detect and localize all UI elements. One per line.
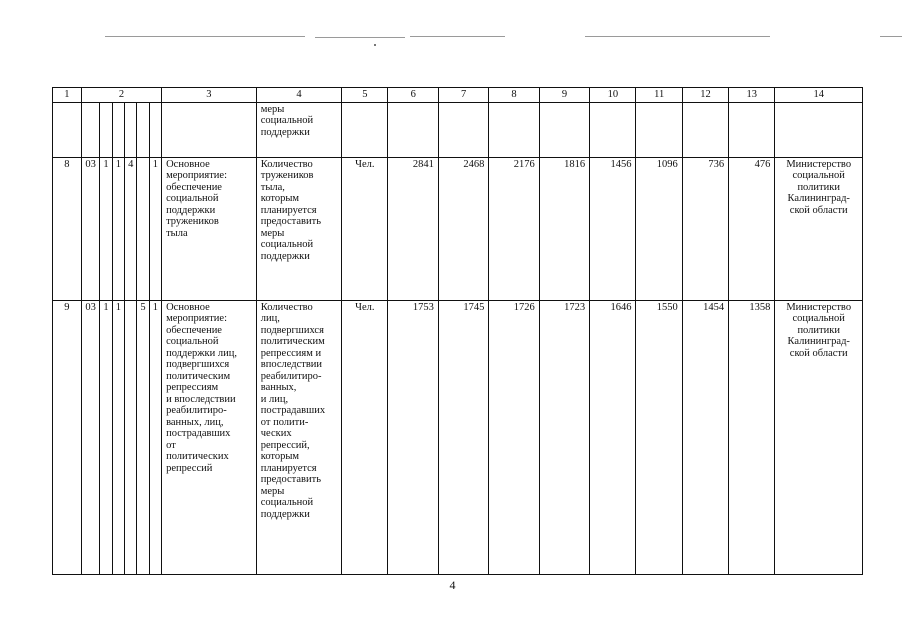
- value-cell: 1456: [590, 157, 636, 300]
- event-cell: Основное мероприятие: обеспечение социальной поддержки тружеников тыла: [162, 157, 257, 300]
- scan-dot: [374, 44, 376, 46]
- indicator-cell: меры социальной поддержки: [256, 102, 341, 157]
- code-cell: 1: [112, 300, 124, 574]
- header-cell: 6: [388, 88, 438, 103]
- scan-line: [585, 36, 770, 37]
- value-cell: 476: [729, 157, 775, 300]
- code-cell: [125, 300, 137, 574]
- event-cell: Основное мероприятие: обеспечение социальной поддержки лиц, подвергшихся политическим репрессиям и впоследствии реабилитиро- ванных, лиц, пострадавших от политических репрессий: [162, 300, 257, 574]
- header-cell: 11: [636, 88, 682, 103]
- indicator-cell: Количество лиц, подвергшихся политическим репрессиям и впоследствии реабилитиро- ванных, и лиц, пострадавших от полити- ческих репрессий, которым планируется предоставить меры социальной поддержки: [256, 300, 341, 574]
- table-row: [53, 300, 863, 574]
- unit-cell: Чел.: [342, 300, 388, 574]
- value-cell: 1726: [489, 300, 539, 574]
- value-cell: 1096: [636, 157, 682, 300]
- header-cell: 1: [53, 88, 82, 103]
- page-number: 4: [449, 578, 456, 592]
- executor-cell: Министерство социальной политики Калининград- ской области: [775, 157, 863, 300]
- value-cell: 1723: [539, 300, 589, 574]
- value-cell: 2468: [438, 157, 488, 300]
- data-table: [52, 87, 863, 575]
- header-cell: 3: [162, 88, 257, 103]
- header-cell: 12: [682, 88, 728, 103]
- code-cell: 03: [81, 157, 100, 300]
- code-cell: 1: [100, 157, 112, 300]
- code-cell: 1: [112, 157, 124, 300]
- header-cell: 2: [81, 88, 161, 103]
- header-cell: 9: [539, 88, 589, 103]
- value-cell: 2176: [489, 157, 539, 300]
- executor-cell: Министерство социальной политики Калининград- ской области: [775, 300, 863, 574]
- code-cell: 4: [125, 157, 137, 300]
- header-cell: 14: [775, 88, 863, 103]
- scan-line: [105, 36, 305, 37]
- code-cell: 1: [100, 300, 112, 574]
- indicator-cell: Количество тружеников тыла, которым планируется предоставить меры социальной поддержки: [256, 157, 341, 300]
- header-cell: 5: [342, 88, 388, 103]
- header-cell: 8: [489, 88, 539, 103]
- code-cell: 1: [149, 157, 161, 300]
- value-cell: 1816: [539, 157, 589, 300]
- value-cell: 1753: [388, 300, 438, 574]
- code-cell: 03: [81, 300, 100, 574]
- value-cell: 1358: [729, 300, 775, 574]
- header-row: [53, 88, 863, 103]
- header-cell: 7: [438, 88, 488, 103]
- value-cell: 1745: [438, 300, 488, 574]
- scan-line: [880, 36, 902, 37]
- value-cell: 1550: [636, 300, 682, 574]
- table-row-continuation: [53, 102, 863, 157]
- header-cell: 4: [256, 88, 341, 103]
- value-cell: 736: [682, 157, 728, 300]
- value-cell: 1646: [590, 300, 636, 574]
- code-cell: [137, 157, 149, 300]
- row-number: 8: [53, 157, 82, 300]
- header-cell: 13: [729, 88, 775, 103]
- row-number: 9: [53, 300, 82, 574]
- code-cell: 1: [149, 300, 161, 574]
- value-cell: 2841: [388, 157, 438, 300]
- code-cell: 5: [137, 300, 149, 574]
- header-cell: 10: [590, 88, 636, 103]
- table-row: [53, 157, 863, 300]
- scan-line: [315, 37, 405, 38]
- value-cell: 1454: [682, 300, 728, 574]
- unit-cell: Чел.: [342, 157, 388, 300]
- scan-line: [410, 36, 505, 37]
